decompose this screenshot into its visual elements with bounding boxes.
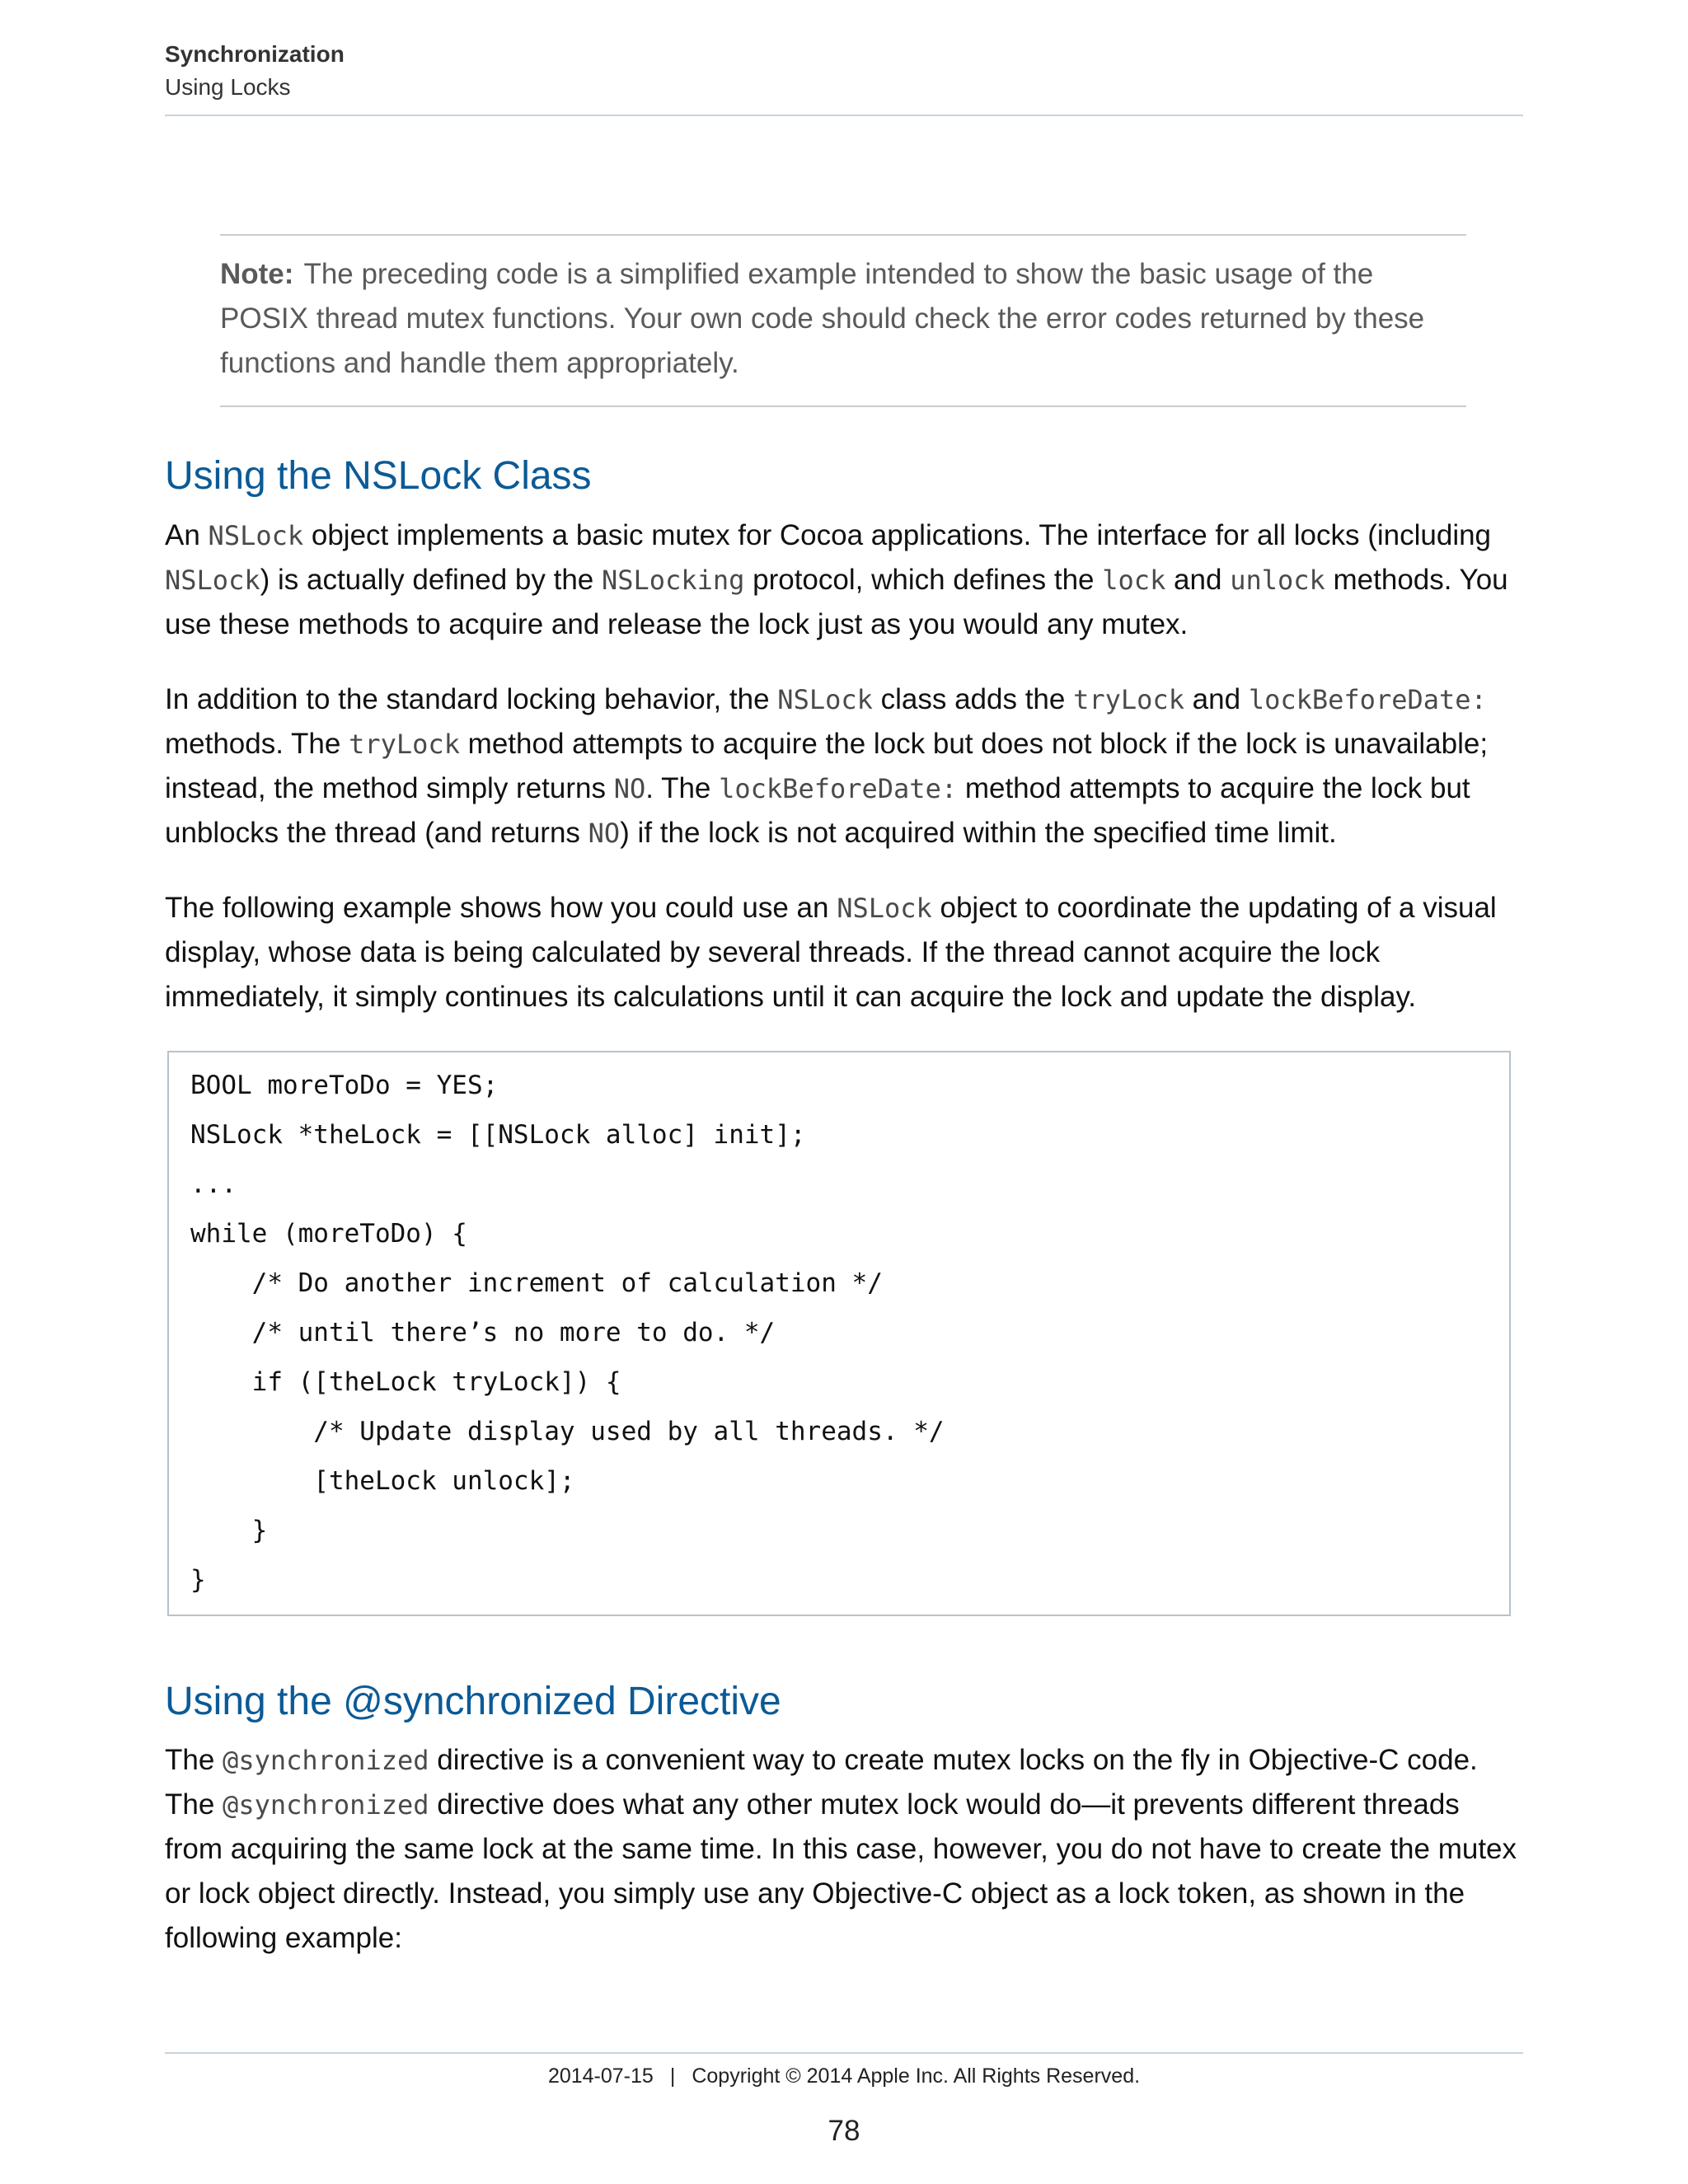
code-line: /* until there’s no more to do. */: [190, 1318, 776, 1347]
code-line: }: [190, 1516, 268, 1545]
footer-separator: |: [669, 2064, 676, 2088]
chapter-title: Synchronization: [165, 41, 345, 67]
footer-divider: [165, 2052, 1523, 2054]
paragraph-synchronized: The @synchronized directive is a convenient way to create mutex locks on the fly in Objective-C code. The @synchronized directive does what any other mutex lock would do—it prevents different threads from acquiring the same lock at the same time. In this case, however, you do not have to create the mutex or lock object directly. Instead, you simply use any Objective-C object as a lock token, as shown in the following example:: [165, 1744, 1517, 1954]
inline-code: tryLock: [349, 729, 460, 760]
note-label: Note:: [220, 258, 294, 290]
code-line: /* Do another increment of calculation */: [190, 1268, 883, 1298]
code-line: while (moreToDo) {: [190, 1219, 467, 1249]
inline-code: tryLock: [1073, 684, 1184, 715]
inline-code: lockBeforeDate:: [1248, 684, 1487, 715]
inline-code: NSLock: [165, 565, 260, 596]
note-body: The preceding code is a simplified example intended to show the basic usage of the POSIX thread mutex functions. Your own code should check the error codes returned by these functions and handle them appropriately.: [220, 258, 1425, 379]
page-footer: [0, 2064, 1688, 2088]
paragraph-example-intro: The following example shows how you could use an NSLock object to coordinate the updating of a visual display, whose data is being calculated by several threads. If the thread cannot acquire the lock immediately, it simply continues its calculations until it can acquire the lock and update the display.: [165, 892, 1497, 1013]
inline-code: NO: [588, 818, 621, 849]
inline-code: @synchronized: [223, 1789, 429, 1821]
section-heading-nslock: Using the NSLock Class: [165, 454, 592, 498]
header-divider: [165, 115, 1523, 116]
paragraph-trylock: In addition to the standard locking behavior, the NSLock class adds the tryLock and lockBeforeDate: methods. The tryLock method attempts to acquire the lock but does not block if the lock is unavailable; instead, the method simply returns NO. The lockBeforeDate: method attempts to acquire the lock but unblocks the thread (and returns NO) if the lock is not acquired within the specified time limit.: [165, 683, 1489, 849]
code-listing: [167, 1051, 1511, 1616]
code-line: [theLock unlock];: [190, 1466, 575, 1496]
inline-code: lock: [1102, 565, 1166, 596]
inline-code: NO: [613, 773, 646, 804]
code-line: ...: [190, 1169, 237, 1199]
section-title: Using Locks: [165, 74, 291, 100]
inline-code: NSLock: [777, 684, 873, 715]
footer-date: 2014-07-15: [547, 2064, 654, 2088]
inline-code: @synchronized: [223, 1745, 429, 1776]
inline-code: lockBeforeDate:: [719, 773, 958, 804]
section-heading-synchronized: Using the @synchronized Directive: [165, 1680, 781, 1723]
code-line: NSLock *theLock = [[NSLock alloc] init];: [190, 1120, 806, 1150]
code-line: /* Update display used by all threads. */: [190, 1417, 945, 1446]
code-line: if ([theLock tryLock]) {: [190, 1367, 621, 1397]
code-line: BOOL moreToDo = YES;: [190, 1071, 499, 1100]
running-header: [165, 38, 1523, 104]
inline-code: NSLocking: [602, 565, 745, 596]
page-number: 78: [828, 2115, 860, 2147]
inline-code: NSLock: [208, 520, 304, 551]
note-text: [220, 252, 1466, 386]
inline-code: unlock: [1230, 565, 1325, 596]
paragraph-nslock-intro: An NSLock object implements a basic mutex for Cocoa applications. The interface for all locks (including NSLock) is actually defined by the NSLocking protocol, which defines the lock and unlock methods. You use these methods to acquire and release the lock just as you would any mutex.: [165, 519, 1508, 640]
note-box: [220, 234, 1466, 407]
inline-code: NSLock: [837, 893, 932, 924]
footer-copyright: Copyright © 2014 Apple Inc. All Rights Reserved.: [692, 2064, 1141, 2088]
code-line: }: [190, 1565, 206, 1595]
